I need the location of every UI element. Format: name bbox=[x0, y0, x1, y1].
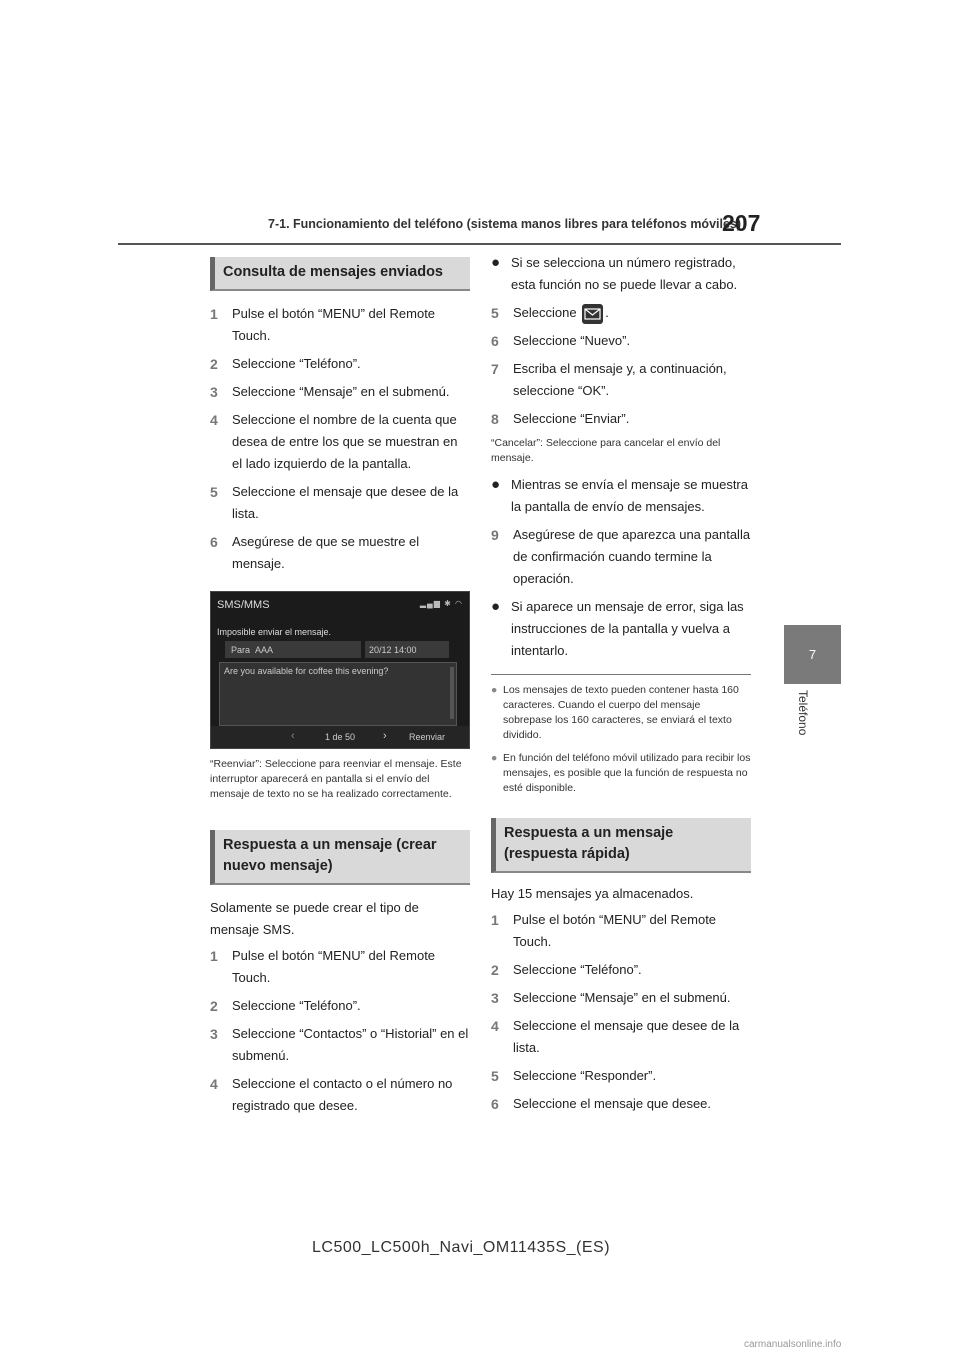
step-text bbox=[513, 302, 751, 324]
date-field bbox=[365, 641, 449, 658]
step-item bbox=[491, 1093, 751, 1115]
note-bullet-icon: ● bbox=[491, 684, 498, 696]
step-number: 9 bbox=[491, 527, 499, 543]
step-text: Asegúrese de que aparezca una pantalla de confirmación cuando termine la operación. bbox=[513, 527, 751, 586]
resend-button: Reenviar bbox=[408, 732, 445, 742]
bullet-text: Si aparece un mensaje de error, siga las instrucciones de la pantalla y vuelva a intentarlo. bbox=[511, 599, 744, 658]
running-header: 7-1. Funcionamiento del teléfono (sistema manos libres para teléfonos móviles) bbox=[268, 217, 742, 231]
screen-error-text: Imposible enviar el mensaje. bbox=[217, 627, 332, 637]
step-list bbox=[210, 303, 470, 575]
recipient-label: Para bbox=[231, 645, 251, 655]
step-number: 1 bbox=[210, 306, 218, 322]
screen-title: SMS/MMS bbox=[217, 599, 270, 611]
bullet-icon: ● bbox=[491, 476, 501, 493]
left-column bbox=[210, 257, 470, 1123]
bullet-item bbox=[491, 252, 751, 296]
step-number: 5 bbox=[491, 305, 499, 321]
step-number: 4 bbox=[210, 412, 218, 428]
bullet-text: Mientras se envía el mensaje se muestra la pantalla de envío de mensajes. bbox=[511, 477, 748, 514]
step-item bbox=[210, 1023, 470, 1067]
step-item bbox=[491, 524, 751, 590]
step-item bbox=[210, 481, 470, 525]
step-text-after: . bbox=[605, 305, 609, 320]
step-item bbox=[491, 987, 751, 1009]
step-number: 8 bbox=[491, 411, 499, 427]
note-text: En función del teléfono móvil utilizado para recibir los mensajes, es posible que la función de respuesta no esté disponible. bbox=[503, 752, 751, 794]
next-chevron-icon: › bbox=[383, 730, 387, 742]
step-item bbox=[210, 1073, 470, 1117]
step-number: 2 bbox=[491, 962, 499, 978]
step-item bbox=[210, 995, 470, 1017]
step-text: Seleccione “Teléfono”. bbox=[232, 998, 361, 1013]
step-number: 5 bbox=[491, 1068, 499, 1084]
step-text: Seleccione “Nuevo”. bbox=[513, 333, 631, 348]
section-heading-sent-messages: Consulta de mensajes enviados bbox=[210, 257, 470, 291]
step-item bbox=[491, 330, 751, 352]
step-text: Seleccione “Responder”. bbox=[513, 1068, 657, 1083]
message-body bbox=[219, 662, 457, 726]
step-text: Pulse el botón “MENU” del Remote Touch. bbox=[513, 912, 717, 949]
bullet-text: Si se selecciona un número registrado, esta función no se puede llevar a cabo. bbox=[511, 255, 738, 292]
recipient-value: AAA bbox=[255, 645, 274, 655]
step-text: Seleccione el nombre de la cuenta que desea de entre los que se muestran en el lado izquierdo de la pantalla. bbox=[232, 412, 458, 471]
step-text: Seleccione “Enviar”. bbox=[513, 411, 630, 426]
page-number: 207 bbox=[722, 210, 761, 236]
status-icons: ▂▄▆ ✱ ◠ bbox=[419, 599, 463, 608]
section-intro: Solamente se puede crear el tipo de mensaje SMS. bbox=[210, 900, 419, 937]
bullet-item bbox=[491, 596, 751, 662]
step-text: Seleccione el mensaje que desee. bbox=[513, 1096, 712, 1111]
step-item bbox=[491, 959, 751, 981]
step-number: 5 bbox=[210, 484, 218, 500]
chapter-label: Teléfono bbox=[796, 690, 810, 736]
step-text: Seleccione “Teléfono”. bbox=[513, 962, 642, 977]
right-column bbox=[491, 252, 751, 1121]
chapter-number: 7 bbox=[808, 647, 817, 662]
step-number: 6 bbox=[210, 534, 218, 550]
notes-divider bbox=[491, 674, 751, 675]
step-text: Seleccione “Mensaje” en el submenú. bbox=[513, 990, 731, 1005]
step-number: 2 bbox=[210, 998, 218, 1014]
mail-icon bbox=[582, 304, 603, 324]
step-item bbox=[210, 381, 470, 403]
step-number: 1 bbox=[491, 912, 499, 928]
step-item bbox=[491, 408, 751, 430]
step-number: 4 bbox=[491, 1018, 499, 1034]
screen-footer bbox=[211, 726, 469, 748]
manual-code: LC500_LC500h_Navi_OM11435S_(ES) bbox=[312, 1239, 611, 1256]
note-bullet-icon: ● bbox=[491, 752, 498, 764]
recipient-field bbox=[225, 641, 361, 658]
step-number: 4 bbox=[210, 1076, 218, 1092]
resend-caption: “Reenviar”: Seleccione para reenviar el mensaje. Este interruptor aparecerá en pantalla si el envío del mensaje de texto no se ha realizado correctamente. bbox=[210, 758, 462, 800]
step-text: Seleccione “Contactos” o “Historial” en el submenú. bbox=[232, 1026, 469, 1063]
step-list bbox=[210, 945, 470, 1117]
step-text: Pulse el botón “MENU” del Remote Touch. bbox=[232, 948, 436, 985]
step-item bbox=[210, 353, 470, 375]
step-text: Seleccione el contacto o el número no registrado que desee. bbox=[232, 1076, 453, 1113]
step-item bbox=[491, 1065, 751, 1087]
screen-scrollbar bbox=[450, 667, 454, 719]
step-item bbox=[210, 409, 470, 475]
chapter-tab bbox=[784, 625, 841, 684]
step-text: Seleccione el mensaje que desee de la lista. bbox=[513, 1018, 740, 1055]
step-list bbox=[491, 909, 751, 1115]
sms-screen-image bbox=[210, 591, 470, 749]
note-item bbox=[491, 751, 751, 796]
step-text: Escriba el mensaje y, a continuación, seleccione “OK”. bbox=[513, 361, 727, 398]
step-item bbox=[491, 1015, 751, 1059]
bullet-icon: ● bbox=[491, 598, 501, 615]
step-item bbox=[491, 909, 751, 953]
step-item bbox=[491, 302, 751, 324]
step-item bbox=[491, 358, 751, 402]
step-text-before: Seleccione bbox=[513, 305, 581, 320]
step-number: 2 bbox=[210, 356, 218, 372]
message-text: Are you available for coffee this evening? bbox=[224, 666, 389, 676]
step-number: 3 bbox=[210, 1026, 218, 1042]
step-number: 3 bbox=[210, 384, 218, 400]
step-text: Asegúrese de que se muestre el mensaje. bbox=[232, 534, 420, 571]
date-value: 20/12 14:00 bbox=[369, 645, 417, 655]
step-number: 6 bbox=[491, 333, 499, 349]
header-divider bbox=[118, 243, 841, 245]
prev-chevron-icon: ‹ bbox=[291, 730, 295, 742]
section-heading-reply-new: Respuesta a un mensaje (crear nuevo mensaje) bbox=[210, 830, 470, 885]
step-number: 6 bbox=[491, 1096, 499, 1112]
step-number: 7 bbox=[491, 361, 499, 377]
step-text: Seleccione el mensaje que desee de la lista. bbox=[232, 484, 459, 521]
section-intro: Hay 15 mensajes ya almacenados. bbox=[491, 886, 694, 901]
step-number: 3 bbox=[491, 990, 499, 1006]
note-item bbox=[491, 683, 751, 743]
step-item bbox=[210, 945, 470, 989]
step-text: Seleccione “Mensaje” en el submenú. bbox=[232, 384, 450, 399]
step-text: Pulse el botón “MENU” del Remote Touch. bbox=[232, 306, 436, 343]
note-text: Los mensajes de texto pueden contener hasta 160 caracteres. Cuando el cuerpo del mensaje sobrepase los 160 caracteres, se enviará el texto dividido. bbox=[503, 684, 739, 741]
page-counter: 1 de 50 bbox=[325, 732, 356, 742]
cancel-caption: “Cancelar”: Seleccione para cancelar el envío del mensaje. bbox=[491, 437, 721, 464]
step-number: 1 bbox=[210, 948, 218, 964]
bullet-icon: ● bbox=[491, 254, 501, 271]
step-list bbox=[491, 330, 751, 430]
step-text: Seleccione “Teléfono”. bbox=[232, 356, 361, 371]
watermark: carmanualsonline.info bbox=[744, 1339, 842, 1350]
step-item bbox=[210, 531, 470, 575]
section-heading-quick-reply: Respuesta a un mensaje (respuesta rápida) bbox=[491, 818, 751, 873]
bullet-item bbox=[491, 474, 751, 518]
step-item bbox=[210, 303, 470, 347]
